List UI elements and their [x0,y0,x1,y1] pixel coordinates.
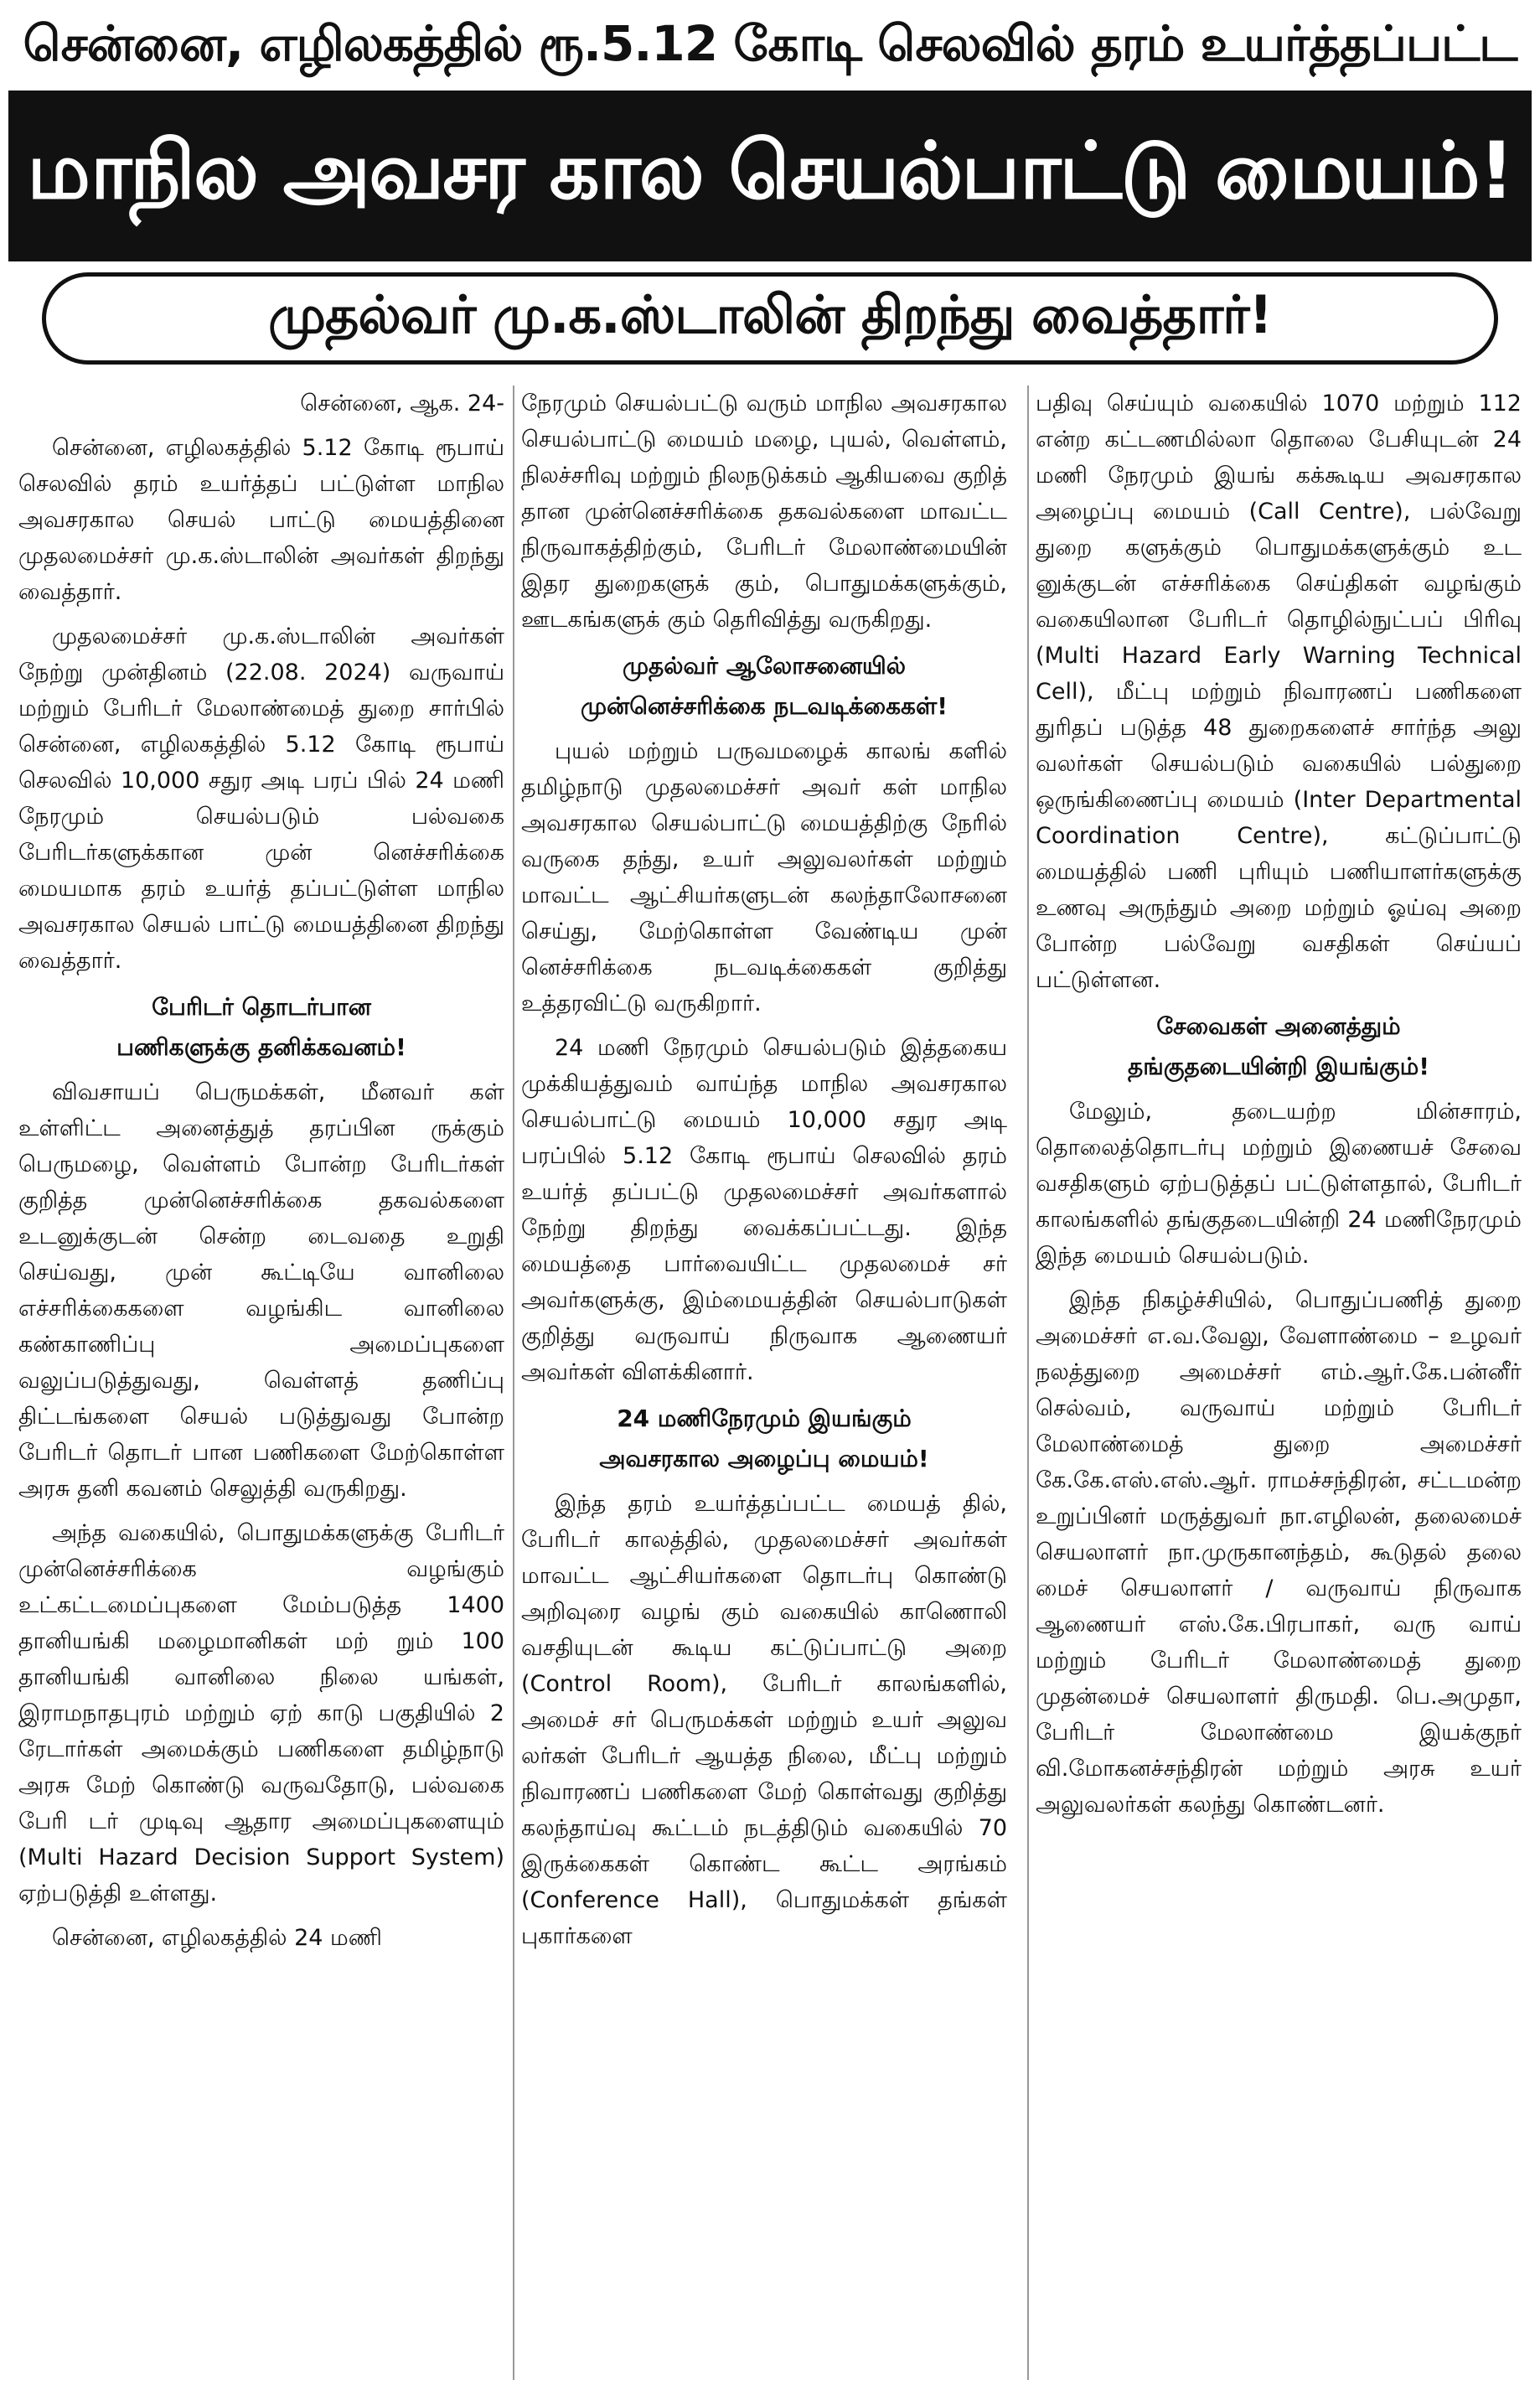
column-divider [1027,385,1029,2380]
subheadline: முதல்வர் மு.க.ஸ்டாலின் திறந்து வைத்தார்! [268,284,1272,345]
main-headline-banner [8,91,1532,261]
section-heading [18,987,504,1068]
paragraph: சென்னை, எழிலகத்தில் 5.12 கோடி ரூபாய் செலவில் தரம் உயர்த்தப் பட்டுள்ள மாநில அவசரகால செயல் பாட்டு மையத்தினை முதலமைச்சர் மு.க.ஸ்டாலின் அவர்கள் திறந்து வைத்தார். [18,435,504,605]
paragraph: இந்த தரம் உயர்த்தப்பட்ட மையத் தில், பேரிடர் காலத்தில், முதலமைச்சர் அவர்கள் மாவட்ட ஆட்சியர்களை தொடர்பு கொண்டு அறிவுரை வழங் கும் வகையில் காணொலி வசதியுடன் கூடிய கட்டுப்பாட்டு அறை (Control Room), பேரிடர் காலங்களில், அமைச் சர் பெருமக்கள் மற்றும் உயர் அலுவ லர்கள் பேரிடர் ஆயத்த நிலை, மீட்பு மற்றும் நிவாரணப் பணிகளை மேற் கொள்வது குறித்து கலந்தாய்வு கூட்டம் நடத்திடும் வகையில் 70 இருக்கைகள் கொண்ட கூட்ட அரங்கம் (Conference Hall), பொதுமக்கள் தங்கள் புகார்களை [521,1491,1007,1949]
paragraph: சென்னை, எழிலகத்தில் 24 மணி [52,1925,382,1951]
section-heading [521,1399,1007,1479]
subheadline-box [42,272,1498,365]
section-heading-line: தங்குதடையின்றி இயங்கும்! [1127,1053,1430,1080]
section-heading [1036,1006,1522,1087]
paragraph: புயல் மற்றும் பருவமழைக் காலங் களில் தமிழ்நாடு முதலமைச்சர் அவர் கள் மாநில அவசரகால செயல்பாட்டு மையத்திற்கு நேரில் வருகை தந்து, உயர் அலுவலர்கள் மற்றும் மாவட்ட ஆட்சியர்களுடன் கலந்தாலோசனை செய்து, மேற்கொள்ள வேண்டிய முன் னெச்சரிக்கை நடவடிக்கைகள் குறித்து உத்தரவிட்டு வருகிறார். [521,738,1007,1017]
paragraph: 24 மணி நேரமும் செயல்படும் இத்தகைய முக்கியத்துவம் வாய்ந்த மாநில அவசரகால செயல்பாட்டு மையம் 10,000 சதுர அடி பரப்பில் 5.12 கோடி ரூபாய் செலவில் தரம் உயர்த் தப்பட்டு முதலமைச்சர் அவர்களால் நேற்று திறந்து வைக்கப்பட்டது. இந்த மையத்தை பார்வையிட்ட முதலமைச் சர் அவர்களுக்கு, இம்மையத்தின் செயல்பாடுகள் குறித்து வருவாய் நிருவாக ஆணையர் அவர்கள் விளக்கினார். [521,1035,1007,1385]
section-heading [521,646,1007,727]
section-heading-line: பணிகளுக்கு தனிக்கவனம்! [116,1033,406,1061]
section-heading-line: அவசரகால அழைப்பு மையம்! [599,1445,929,1472]
kicker-headline: சென்னை, எழிலகத்தில் ரூ.5.12 கோடி செலவில் தரம் உயர்த்தப்பட்ட [23,15,1517,72]
article-column-2 [521,385,1007,2380]
paragraph: அந்த வகையில், பொதுமக்களுக்கு பேரிடர் முன்னெச்சரிக்கை வழங்கும் உட்கட்டமைப்புகளை மேம்படுத்த 1400 தானியங்கி மழைமானிகள் மற் றும் 100 தானியங்கி வானிலை நிலை யங்கள், இராமநாதபுரம் மற்றும் ஏற் காடு பகுதியில் 2 ரேடார்கள் அமைக்கும் பணிகளை தமிழ்நாடு அரசு மேற் கொண்டு வருவதோடு, பல்வகை பேரி டர் முடிவு ஆதார அமைப்புகளையும் (Multi Hazard Decision Support System) ஏற்படுத்தி உள்ளது. [18,1520,504,1906]
article-column-1 [18,385,504,2380]
section-heading-line: சேவைகள் அனைத்தும் [1156,1012,1401,1040]
paragraph: இந்த நிகழ்ச்சியில், பொதுப்பணித் துறை அமைச்சர் எ.வ.வேலு, வேளாண்மை – உழவர் நலத்துறை அமைச்சர் எம்.ஆர்.கே.பன்னீர் செல்வம், வருவாய் மற்றும் பேரிடர் மேலாண்மைத் துறை அமைச்சர் கே.கே.எஸ்.எஸ்.ஆர். ராமச்சந்திரன், சட்டமன்ற உறுப்பினர் மருத்துவர் நா.எழிலன், தலைமைச் செயலாளர் நா.முருகானந்தம், கூடுதல் தலை மைச் செயலாளர் / வருவாய் நிருவாக ஆணையர் எஸ்.கே.பிரபாகர், வரு வாய் மற்றும் பேரிடர் மேலாண்மைத் துறை முதன்மைச் செயலாளர் திருமதி. பெ.அமுதா, பேரிடர் மேலாண்மை இயக்குநர் வி.மோகனச்சந்திரன் மற்றும் அரசு உயர் அலுவலர்கள் கலந்து கொண்டனர். [1036,1287,1522,1818]
main-headline: மாநில அவசர கால செயல்பாட்டு மையம்! [27,125,1513,217]
section-heading-line: முதல்வர் ஆலோசனையில் [622,652,907,680]
paragraph: விவசாயப் பெருமக்கள், மீனவர் கள் உள்ளிட்ட அனைத்துத் தரப்பின ருக்கும் பெருமழை, வெள்ளம் போன்ற பேரிடர்கள் குறித்த முன்னெச்சரிக்கை தகவல்களை உடனுக்குடன் சென்ற டைவதை உறுதி செய்வது, முன் கூட்டியே வானிலை எச்சரிக்கைகளை வழங்கிட வானிலை கண்காணிப்பு அமைப்புகளை வலுப்படுத்துவது, வெள்ளத் தணிப்பு திட்டங்களை செயல் படுத்துவது போன்ற பேரிடர் தொடர் பான பணிகளை மேற்கொள்ள அரசு தனி கவனம் செலுத்தி வருகிறது. [18,1079,504,1502]
section-heading-line: முன்னெச்சரிக்கை நடவடிக்கைகள்! [580,692,948,720]
section-heading-line: பேரிடர் தொடர்பான [152,993,371,1021]
article-column-3 [1036,385,1522,2380]
section-heading-line: 24 மணிநேரமும் இயங்கும் [617,1405,912,1432]
dateline: சென்னை, ஆக. 24- [300,391,504,416]
paragraph: மேலும், தடையற்ற மின்சாரம், தொலைத்தொடர்பு மற்றும் இணையச் சேவை வசதிகளும் ஏற்படுத்தப் பட்டுள்ளதால், பேரிடர் காலங்களில் தங்குதடையின்றி 24 மணிநேரமும் இந்த மையம் செயல்படும். [1036,1099,1522,1269]
paragraph: முதலமைச்சர் மு.க.ஸ்டாலின் அவர்கள் நேற்று முன்தினம் (22.08. 2024) வருவாய் மற்றும் பேரிடர் மேலாண்மைத் துறை சார்பில் சென்னை, எழிலகத்தில் 5.12 கோடி ரூபாய் செலவில் 10,000 சதுர அடி பரப் பில் 24 மணி நேரமும் செயல்படும் பல்வகை பேரிடர்களுக்கான முன் னெச்சரிக்கை மையமாக தரம் உயர்த் தப்பட்டுள்ள மாநில அவசரகால செயல் பாட்டு மையத்தினை திறந்து வைத்தார். [18,623,504,974]
paragraph: நேரமும் செயல்பட்டு வரும் மாநில அவசரகால செயல்பாட்டு மையம் மழை, புயல், வெள்ளம், நிலச்சரிவு மற்றும் நிலநடுக்கம் ஆகியவை குறித் தான முன்னெச்சரிக்கை தகவல்களை மாவட்ட நிருவாகத்திற்கும், பேரிடர் மேலாண்மையின் இதர துறைகளுக் கும், பொதுமக்களுக்கும், ஊடகங்களுக் கும் தெரிவித்து வருகிறது. [521,391,1007,633]
paragraph: பதிவு செய்யும் வகையில் 1070 மற்றும் 112 என்ற கட்டணமில்லா தொலை பேசியுடன் 24 மணி நேரமும் இயங் கக்கூடிய அவசரகால அழைப்பு மையம் (Call Centre), பல்வேறு துறை களுக்கும் பொதுமக்களுக்கும் உட னுக்குடன் எச்சரிக்கை செய்திகள் வழங்கும் வகையிலான பேரிடர் தொழில்நுட்பப் பிரிவு (Multi Hazard Early Warning Technical Cell), மீட்பு மற்றும் நிவாரணப் பணிகளை துரிதப் படுத்த 48 துறைகளைச் சார்ந்த அலு வலர்கள் செயல்படும் வகையில் பல்துறை ஒருங்கிணைப்பு மையம் (Inter Departmental Coordination Centre), கட்டுப்பாட்டு மையத்தில் பணி புரியும் பணியாளர்களுக்கு உணவு அருந்தும் அறை மற்றும் ஓய்வு அறை போன்ற பல்வேறு வசதிகள் செய்யப் பட்டுள்ளன. [1036,391,1522,993]
article-columns [18,385,1522,2380]
column-divider [513,385,514,2380]
